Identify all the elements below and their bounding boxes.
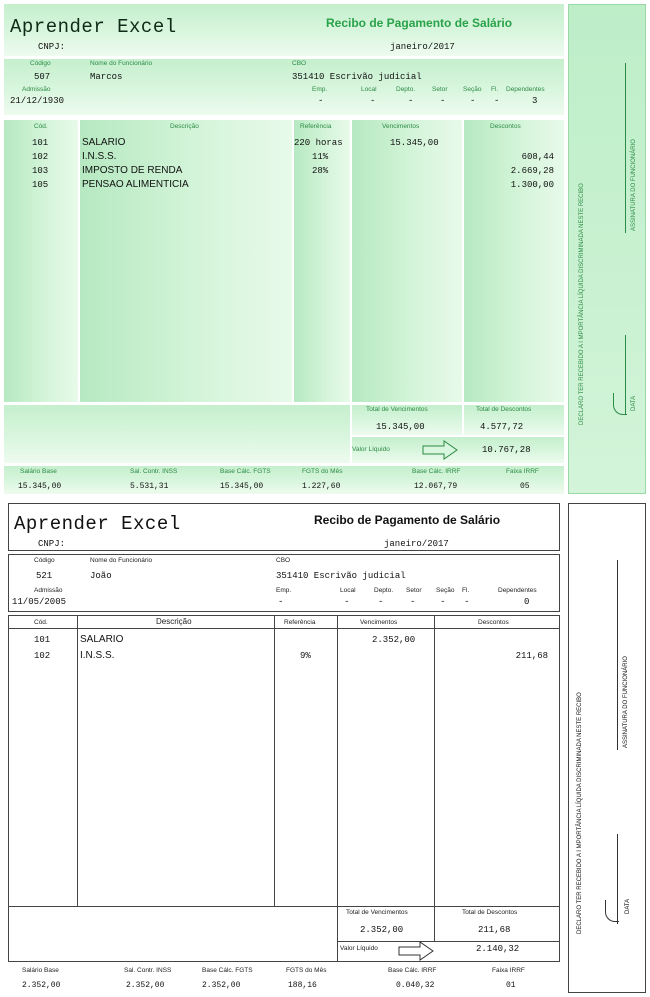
item-cod: 101 — [34, 635, 51, 645]
faixa-irrf-value: 05 — [520, 482, 530, 491]
salario-base-value: 15.345,00 — [18, 482, 62, 491]
fl-value: - — [464, 597, 470, 607]
fgts-mes-label: FGTS do Mês — [286, 967, 327, 974]
salario-base-value: 2.352,00 — [22, 981, 61, 990]
cbo-label: CBO — [276, 557, 291, 564]
declaration-text: DECLARO TER RECEBIDO A I MPORTÂNCIA LÍQUIDA DISCRIMINADA NESTE RECIBO — [577, 692, 583, 934]
date-mark — [605, 900, 619, 922]
secao-value: - — [440, 597, 446, 607]
dependentes-value: 0 — [524, 597, 530, 607]
sal-contr-inss-value: 2.352,00 — [126, 981, 165, 990]
base-fgts-label: Base Cálc. FGTS — [202, 967, 253, 974]
item-desconto: 1.300,00 — [510, 180, 554, 190]
depto-label: Depto. — [396, 86, 416, 93]
fl-value: - — [494, 96, 500, 106]
item-desc: I.N.S.S. — [80, 650, 115, 661]
sal-contr-inss-label: Sal. Contr. INSS — [124, 967, 172, 974]
col-descricao — [80, 120, 292, 402]
date-mark — [613, 393, 627, 415]
total-venc-value: 2.352,00 — [360, 925, 404, 935]
item-ref: 220 horas — [294, 138, 343, 148]
signature-strip — [568, 503, 646, 993]
cod-header: Cód. — [34, 619, 48, 626]
item-venc: 2.352,00 — [372, 635, 416, 645]
payslip-joao — [4, 503, 564, 993]
cnpj-label: CNPJ: — [38, 539, 66, 549]
item-desc: PENSAO ALIMENTICIA — [82, 179, 189, 190]
brand-title: Aprender Excel — [14, 513, 181, 535]
valor-liquido-value: 2.140,32 — [476, 944, 520, 954]
doc-title: Recibo de Pagamento de Salário — [314, 513, 501, 527]
cbo-value: 351410 Escrivão judicial — [276, 571, 406, 581]
emp-value: - — [278, 597, 284, 607]
admissao-value: 21/12/1930 — [10, 96, 65, 106]
dependentes-label: Dependentes — [506, 86, 545, 93]
total-desc-value: 211,68 — [478, 925, 511, 935]
codigo-label: Código — [30, 60, 51, 67]
brand-title: Aprender Excel — [10, 16, 177, 38]
signature-label: ASSINATURA DO FUNCIONÁRIO — [631, 139, 637, 231]
notes-box — [4, 405, 350, 463]
col-vencimentos — [337, 615, 435, 943]
period: janeiro/2017 — [384, 539, 449, 549]
date-label: DATA — [625, 898, 631, 914]
salario-base-label: Salário Base — [20, 468, 57, 475]
faixa-irrf-value: 01 — [506, 981, 516, 990]
dependentes-label: Dependentes — [498, 587, 537, 594]
admissao-value: 11/05/2005 — [12, 597, 67, 607]
base-fgts-value: 15.345,00 — [220, 482, 264, 491]
admissao-label: Admissão — [22, 86, 51, 93]
col-descontos — [464, 120, 564, 402]
referencia-header: Referência — [300, 123, 332, 130]
base-irrf-value: 0.040,32 — [396, 981, 435, 990]
item-cod: 105 — [32, 180, 49, 190]
period: janeiro/2017 — [390, 42, 455, 52]
item-desconto: 211,68 — [515, 651, 548, 661]
emp-label: Emp. — [276, 587, 292, 594]
item-ref: 28% — [312, 166, 329, 176]
signature-label: ASSINATURA DO FUNCIONÁRIO — [623, 656, 629, 748]
setor-value: - — [410, 597, 416, 607]
signature-strip — [568, 4, 646, 494]
base-irrf-label: Base Cálc. IRRF — [388, 967, 437, 974]
cnpj-label: CNPJ: — [38, 42, 66, 52]
admissao-label: Admissão — [34, 587, 63, 594]
setor-label: Setor — [432, 86, 448, 93]
cod-header: Cód. — [34, 123, 48, 130]
emp-label: Emp. — [312, 86, 328, 93]
cbo-value: 351410 Escrivão judicial — [292, 72, 422, 82]
nome-value: Marcos — [90, 72, 123, 82]
depto-label: Depto. — [374, 587, 394, 594]
total-desc-label: Total de Descontos — [462, 909, 518, 916]
col-cod — [4, 120, 78, 402]
nome-value: João — [90, 571, 112, 581]
base-irrf-label: Base Cálc. IRRF — [412, 468, 461, 475]
nome-label: Nome do Funcionário — [90, 557, 153, 564]
secao-label: Seção — [463, 86, 482, 93]
footer-box — [4, 466, 564, 494]
fl-label: Fl. — [462, 587, 470, 594]
arrow-right-icon — [422, 440, 458, 460]
secao-label: Seção — [436, 587, 455, 594]
base-irrf-value: 12.067,79 — [414, 482, 458, 491]
base-fgts-label: Base Cálc. FGTS — [220, 468, 271, 475]
payslip-marcos — [4, 4, 564, 494]
referencia-header: Referência — [284, 619, 316, 626]
fgts-mes-value: 1.227,60 — [302, 482, 341, 491]
depto-value: - — [378, 597, 384, 607]
base-fgts-value: 2.352,00 — [202, 981, 241, 990]
total-venc-label: Total de Vencimentos — [346, 909, 408, 916]
item-cod: 102 — [34, 651, 51, 661]
codigo-value: 521 — [36, 571, 53, 581]
item-venc: 15.345,00 — [390, 138, 439, 148]
total-desc-value: 4.577,72 — [480, 422, 524, 432]
secao-value: - — [470, 96, 476, 106]
cbo-label: CBO — [292, 60, 307, 67]
depto-value: - — [408, 96, 414, 106]
setor-label: Setor — [406, 587, 422, 594]
item-cod: 102 — [32, 152, 49, 162]
fgts-mes-value: 188,16 — [288, 981, 317, 990]
vencimentos-header: Vencimentos — [382, 123, 420, 130]
item-ref: 11% — [312, 152, 329, 162]
total-venc-value: 15.345,00 — [376, 422, 425, 432]
salario-base-label: Salário Base — [22, 967, 59, 974]
local-label: Local — [340, 587, 356, 594]
total-venc-label: Total de Vencimentos — [366, 406, 428, 413]
vencimentos-header: Vencimentos — [360, 619, 398, 626]
sal-contr-inss-value: 5.531,31 — [130, 482, 169, 491]
item-desconto: 2.669,28 — [510, 166, 554, 176]
setor-value: - — [440, 96, 446, 106]
sal-contr-inss-label: Sal. Contr. INSS — [130, 468, 178, 475]
item-desc: IMPOSTO DE RENDA — [82, 165, 183, 176]
item-desc: SALARIO — [82, 137, 126, 148]
notes-box — [8, 906, 338, 962]
arrow-right-icon — [398, 941, 434, 961]
signature-line — [617, 560, 618, 750]
declaration-text: DECLARO TER RECEBIDO A I MPORTÂNCIA LÍQUIDA DISCRIMINADA NESTE RECIBO — [579, 183, 585, 425]
descricao-header: Descrição — [156, 617, 192, 626]
item-desconto: 608,44 — [521, 152, 554, 162]
fl-label: Fl. — [491, 86, 499, 93]
local-value: - — [344, 597, 350, 607]
faixa-irrf-label: Faixa IRRF — [492, 967, 525, 974]
descontos-header: Descontos — [490, 123, 521, 130]
item-cod: 101 — [32, 138, 49, 148]
signature-line — [625, 63, 626, 233]
descontos-header: Descontos — [478, 619, 509, 626]
local-label: Local — [361, 86, 377, 93]
faixa-irrf-label: Faixa IRRF — [506, 468, 539, 475]
item-desc: I.N.S.S. — [82, 151, 117, 162]
nome-label: Nome do Funcionário — [90, 60, 153, 67]
date-label: DATA — [631, 395, 637, 411]
col-vencimentos — [352, 120, 462, 402]
item-cod: 103 — [32, 166, 49, 176]
valor-liquido-label: Valor Líquido — [340, 945, 378, 952]
item-desc: SALARIO — [80, 634, 124, 645]
valor-liquido-value: 10.767,28 — [482, 445, 531, 455]
item-ref: 9% — [300, 651, 311, 661]
codigo-label: Código — [34, 557, 55, 564]
col-referencia — [294, 120, 350, 402]
local-value: - — [370, 96, 376, 106]
fgts-mes-label: FGTS do Mês — [302, 468, 343, 475]
emp-value: - — [318, 96, 324, 106]
doc-title: Recibo de Pagamento de Salário — [326, 16, 513, 30]
codigo-value: 507 — [34, 72, 51, 82]
valor-liquido-label: Valor Líquido — [352, 446, 390, 453]
total-desc-label: Total de Descontos — [476, 406, 532, 413]
dependentes-value: 3 — [532, 96, 538, 106]
descricao-header: Descrição — [170, 123, 199, 130]
